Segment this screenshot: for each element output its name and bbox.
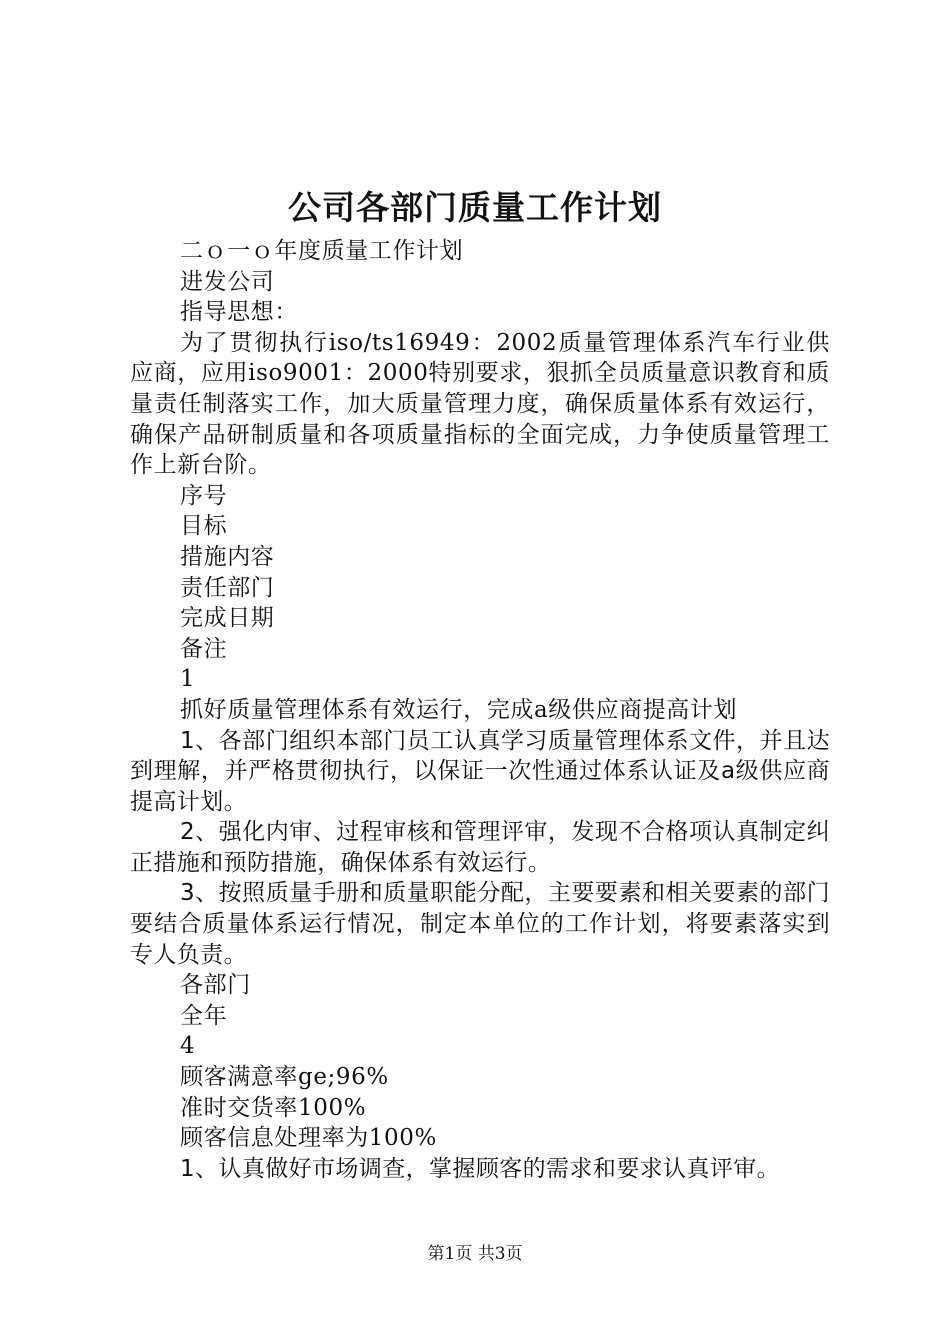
- document-body: [130, 236, 830, 1184]
- row-4-goal-delivery: 准时交货率100%: [180, 1094, 367, 1121]
- page-footer: 第1页 共3页: [427, 1244, 523, 1264]
- guiding-ideology-text: 为了贯彻执行iso/ts16949：2002质量管理体系汽车行业供应商，应用iso9001：2000特别要求，狠抓全员质量意识教育和质量责任制落实工作，加大质量管理力度，确保质量体系有效运行，确保产品研制质量和各项质量指标的全面完成，力争使质量管理工作上新台阶。: [130, 329, 830, 479]
- column-header-department: 责任部门: [180, 574, 275, 601]
- row-1-measure-3: 3、按照质量手册和质量职能分配，主要要素和相关要素的部门要结合质量体系运行情况，制定本单位的工作计划，将要素落实到专人负责。: [130, 880, 830, 968]
- row-4-goal-info: 顾客信息处理率为100%: [180, 1125, 437, 1152]
- column-header-measures: 措施内容: [180, 543, 275, 570]
- row-4-measure-1: 1、认真做好市场调查，掌握顾客的需求和要求认真评审。: [180, 1155, 781, 1182]
- row-1-department: 各部门: [180, 972, 251, 999]
- column-header-goal: 目标: [180, 513, 228, 540]
- plan-year-heading: 二ｏ一ｏ年度质量工作计划: [180, 238, 464, 264]
- row-4-goal-satisfaction: 顾客满意率ge;96%: [180, 1064, 389, 1091]
- column-header-date: 完成日期: [180, 605, 275, 632]
- document-title: 公司各部门质量工作计划: [288, 188, 662, 227]
- row-1-measure-2: 2、强化内审、过程审核和管理评审，发现不合格项认真制定纠正措施和预防措施，确保体系有效运行。: [130, 819, 830, 876]
- guiding-ideology-label: 指导思想：: [180, 299, 298, 326]
- row-1-date: 全年: [180, 1002, 228, 1029]
- column-header-remark: 备注: [180, 635, 228, 662]
- company-name: 进发公司: [180, 268, 275, 295]
- column-header-no: 序号: [180, 482, 228, 509]
- row-1-number: 1: [180, 666, 196, 693]
- row-1-goal: 抓好质量管理体系有效运行，完成a级供应商提高计划: [180, 696, 738, 723]
- row-1-measure-1: 1、各部门组织本部门员工认真学习质量管理体系文件，并且达到理解，并严格贯彻执行，以保证一次性通过体系认证及a级供应商提高计划。: [130, 727, 830, 815]
- row-4-number: 4: [180, 1033, 196, 1060]
